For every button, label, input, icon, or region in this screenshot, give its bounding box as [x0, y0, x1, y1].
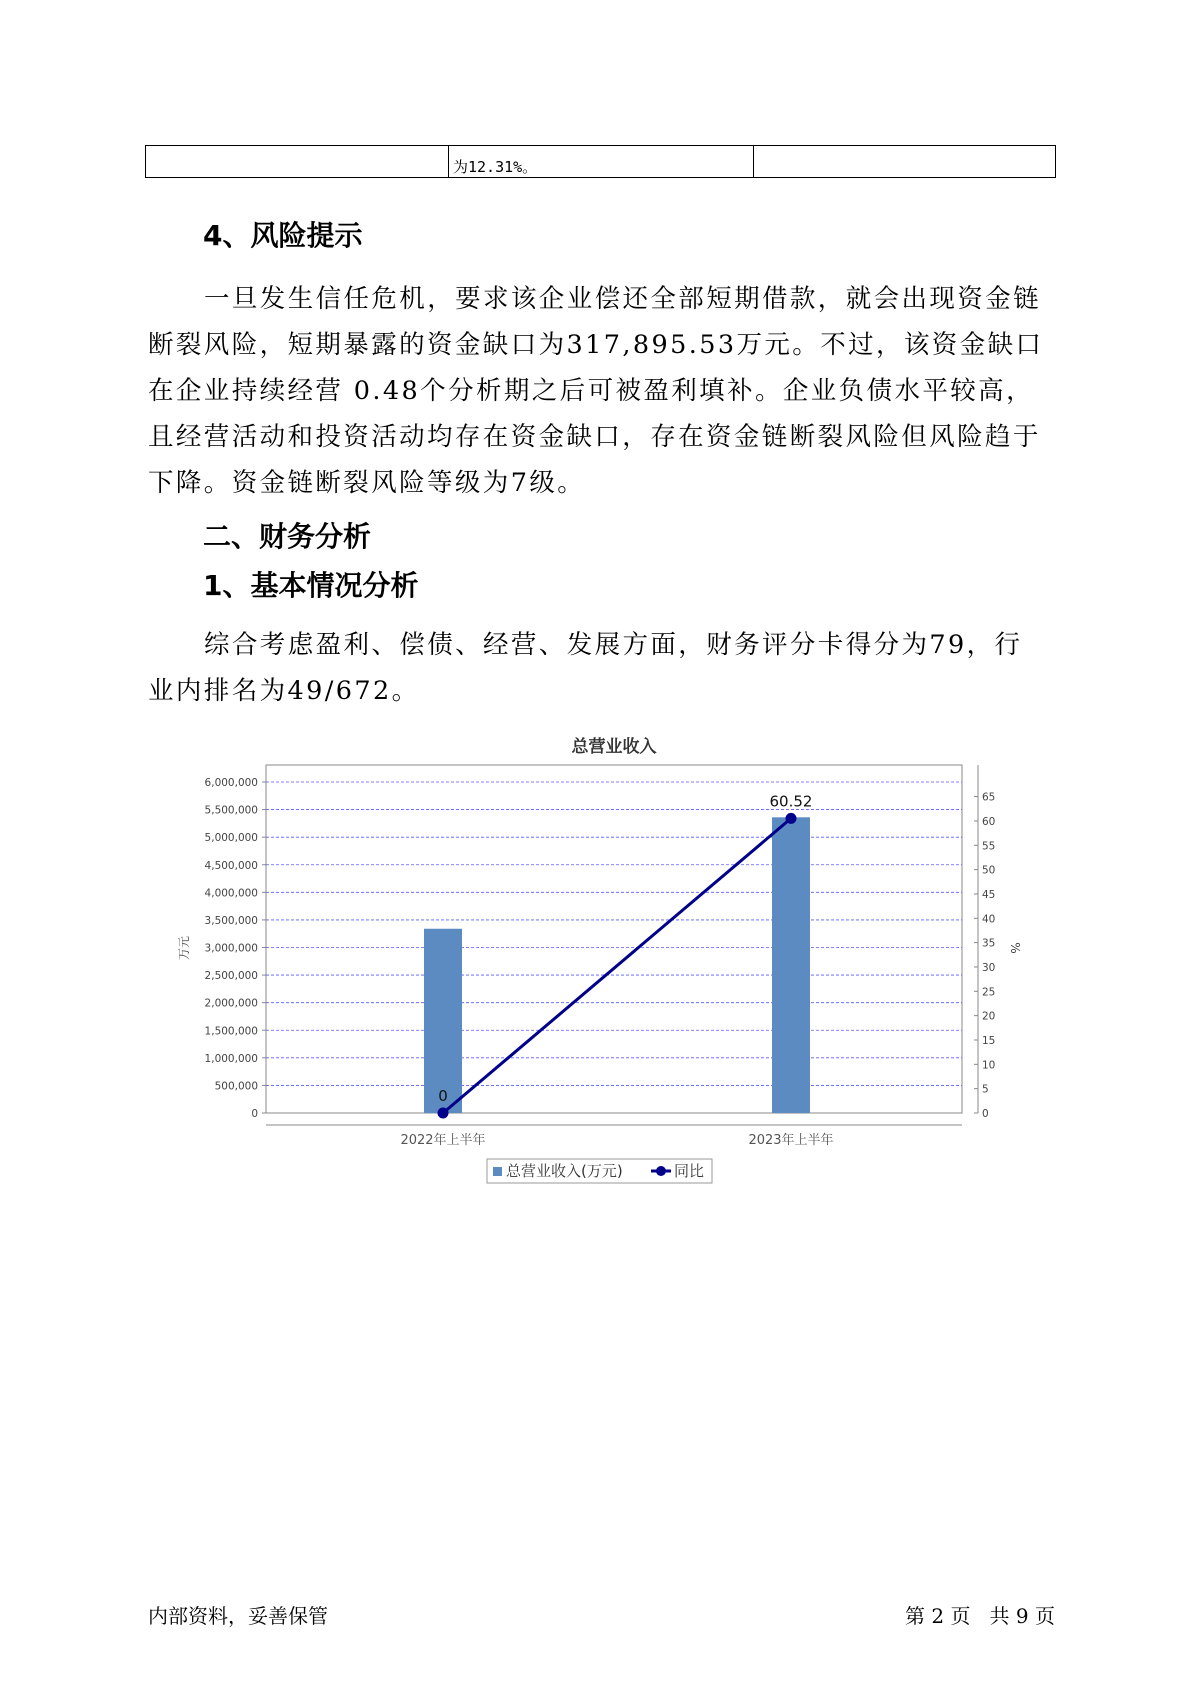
right-tick-label: 15 [982, 1034, 996, 1047]
footer-page-number: 第 2 页 [905, 1604, 971, 1628]
right-tick-label: 10 [982, 1059, 996, 1072]
left-tick-label: 2,500,000 [204, 970, 258, 983]
revenue-chart-svg [178, 735, 1038, 1195]
chart-title: 总营业收入 [571, 737, 657, 757]
legend-bar-label: 总营业收入(万元) [506, 1162, 623, 1180]
y-axis-left-title: 万元 [178, 935, 191, 961]
right-tick-label: 50 [982, 864, 996, 877]
left-tick-label: 4,000,000 [204, 887, 258, 900]
revenue-chart [178, 735, 1038, 1195]
plot-frame [266, 765, 962, 1113]
financial-heading: 二、财务分析 [203, 520, 372, 553]
yoy-point [438, 1108, 449, 1119]
table-fragment [145, 145, 1056, 178]
risk-paragraph: 一旦发生信任危机，要求该企业偿还全部短期借款，就会出现资金链断裂风险，短期暴露的资金缺口为317,895.53万元。不过，该资金缺口在企业持续经营 0.48个分析期之后可被盈利填补。企业负债水平较高，且经营活动和投资活动均存在资金缺口，存在资金链断裂风险但风险趋于下降。资金链断裂风险等级为7级。 [148, 284, 1044, 498]
x-category-label: 2023年上半年 [748, 1133, 834, 1148]
left-tick-label: 3,500,000 [204, 914, 258, 927]
right-tick-label: 25 [982, 986, 996, 999]
basic-analysis-paragraph: 综合考虑盈利、偿债、经营、发展方面，财务评分卡得分为79，行业内排名为49/672。 [148, 630, 1023, 706]
right-tick-label: 35 [982, 937, 996, 950]
yoy-data-label: 0 [438, 1087, 448, 1105]
yoy-line [443, 818, 791, 1113]
right-tick-label: 55 [982, 840, 996, 853]
legend-line-label: 同比 [674, 1162, 705, 1180]
left-tick-label: 3,000,000 [204, 942, 258, 955]
basic-analysis-subheading: 1、基本情况分析 [203, 569, 419, 602]
right-tick-label: 40 [982, 913, 996, 926]
left-tick-label: 5,000,000 [204, 832, 258, 845]
left-tick-label: 1,500,000 [204, 1025, 258, 1038]
left-tick-label: 5,500,000 [204, 804, 258, 817]
left-tick-label: 0 [251, 1108, 258, 1120]
footer-confidential: 内部资料，妥善保管 [148, 1604, 328, 1628]
footer-page-total: 共 9 页 [989, 1604, 1055, 1628]
right-tick-label: 20 [982, 1010, 996, 1023]
left-tick-label: 2,000,000 [204, 997, 258, 1010]
left-tick-label: 500,000 [214, 1080, 258, 1093]
left-tick-label: 1,000,000 [204, 1052, 258, 1065]
table-cell [146, 146, 449, 178]
yoy-point [786, 813, 797, 824]
right-tick-label: 60 [982, 815, 996, 828]
legend-line-marker [656, 1166, 666, 1176]
risk-heading: 4、风险提示 [203, 219, 363, 252]
left-tick-label: 4,500,000 [204, 859, 258, 872]
left-tick-label: 6,000,000 [204, 777, 258, 789]
x-category-label: 2022年上半年 [400, 1133, 486, 1148]
y-axis-right-title: % [1008, 942, 1022, 954]
revenue-bar [772, 817, 810, 1113]
revenue-bar [424, 929, 462, 1113]
yoy-data-label: 60.52 [769, 792, 813, 811]
table-cell [754, 146, 1056, 178]
right-tick-label: 45 [982, 888, 996, 901]
right-tick-label: 5 [982, 1083, 989, 1096]
right-tick-label: 65 [982, 791, 996, 804]
footer-page-info [905, 1600, 1055, 1629]
right-tick-label: 0 [982, 1108, 989, 1120]
legend-bar-swatch [493, 1167, 502, 1176]
right-tick-label: 30 [982, 961, 996, 974]
table-row [146, 146, 1056, 178]
table-cell: 为12.31%。 [449, 146, 754, 178]
